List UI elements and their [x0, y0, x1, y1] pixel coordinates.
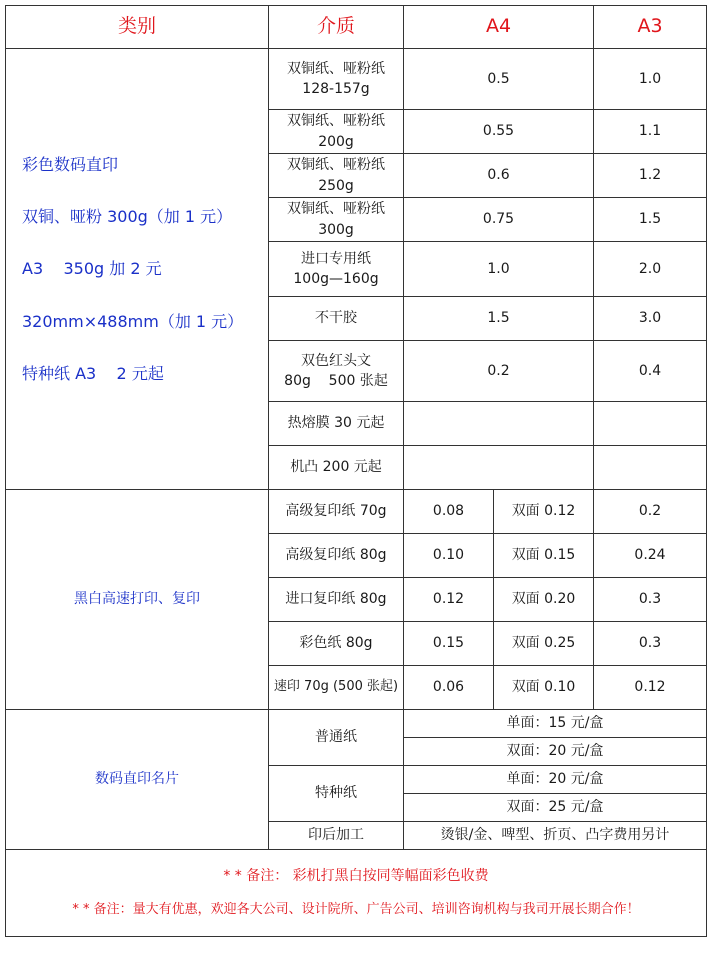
- post-processing-desc: 烫银/金、啤型、折页、凸字费用另计: [404, 822, 707, 850]
- medium-cell: [269, 242, 404, 297]
- card-price: 单面：20 元/盒: [404, 766, 707, 794]
- category-line: 双铜、哑粉 300g（加 1 元）: [22, 207, 233, 227]
- medium-line: 100g—160g: [293, 271, 379, 287]
- medium-cell: 不干胶: [269, 297, 404, 341]
- a4-price: [404, 402, 594, 446]
- header-a4: A4: [404, 6, 594, 49]
- medium-cell: 特种纸: [269, 766, 404, 822]
- a3-price: 1.5: [594, 198, 707, 242]
- a4-price: 0.5: [404, 49, 594, 110]
- table-row: [6, 710, 707, 738]
- category-line: A3 350g 加 2 元: [22, 259, 162, 279]
- medium-line: 双色红头文: [301, 352, 371, 369]
- a3-price: 1.2: [594, 154, 707, 198]
- header-a3: A3: [594, 6, 707, 49]
- a4-single-price: 0.08: [404, 490, 494, 534]
- header-medium: 介质: [269, 6, 404, 49]
- a3-price: 0.3: [594, 622, 707, 666]
- medium-line: 80g 500 张起: [284, 373, 388, 389]
- table-row: [6, 490, 707, 534]
- card-price: 单面：15 元/盒: [404, 710, 707, 738]
- card-price: 双面：25 元/盒: [404, 794, 707, 822]
- a4-single-price: 0.06: [404, 666, 494, 710]
- a4-price: 0.2: [404, 341, 594, 402]
- a3-price: 0.2: [594, 490, 707, 534]
- a3-price: 1.0: [594, 49, 707, 110]
- medium-cell: 机凸 200 元起: [269, 446, 404, 490]
- business-card-category: 数码直印名片: [6, 710, 269, 850]
- a4-single-price: 0.12: [404, 578, 494, 622]
- medium-cell: 印后加工: [269, 822, 404, 850]
- medium-cell: 进口复印纸 80g: [269, 578, 404, 622]
- notes-cell: [6, 850, 707, 937]
- a4-price: 0.75: [404, 198, 594, 242]
- a4-double-price: 双面 0.25: [494, 622, 594, 666]
- table-header-row: [6, 6, 707, 49]
- medium-cell: [269, 341, 404, 402]
- color-print-category: [6, 49, 269, 490]
- medium-cell: 速印 70g (500 张起): [269, 666, 404, 710]
- notes-row: [6, 850, 707, 937]
- header-category: 类别: [6, 6, 269, 49]
- a3-price: 3.0: [594, 297, 707, 341]
- a4-double-price: 双面 0.12: [494, 490, 594, 534]
- medium-cell: 双铜纸、哑粉纸 300g: [269, 198, 404, 242]
- a4-single-price: 0.15: [404, 622, 494, 666]
- a4-price: 1.0: [404, 242, 594, 297]
- a3-price: [594, 402, 707, 446]
- medium-cell: 普通纸: [269, 710, 404, 766]
- medium-cell: 彩色纸 80g: [269, 622, 404, 666]
- medium-cell: 高级复印纸 70g: [269, 490, 404, 534]
- bw-print-category: 黑白高速打印、复印: [6, 490, 269, 710]
- medium-line: 双铜纸、哑粉纸: [287, 60, 385, 77]
- a4-price: 0.6: [404, 154, 594, 198]
- medium-cell: 双铜纸、哑粉纸 200g: [269, 110, 404, 154]
- a4-double-price: 双面 0.10: [494, 666, 594, 710]
- category-line: 320mm×488mm（加 1 元）: [22, 311, 244, 331]
- a3-price: 1.1: [594, 110, 707, 154]
- a3-price: 0.4: [594, 341, 707, 402]
- medium-cell: 高级复印纸 80g: [269, 534, 404, 578]
- a4-price: [404, 446, 594, 490]
- a3-price: 0.12: [594, 666, 707, 710]
- a4-double-price: 双面 0.15: [494, 534, 594, 578]
- category-line: 彩色数码直印: [22, 155, 119, 175]
- note-color-bw: * * 备注： 彩机打黑白按同等幅面彩色收费: [223, 868, 489, 885]
- medium-line: 128-157g: [302, 81, 370, 97]
- medium-cell: 双铜纸、哑粉纸 250g: [269, 154, 404, 198]
- medium-cell: 热熔膜 30 元起: [269, 402, 404, 446]
- a3-price: 2.0: [594, 242, 707, 297]
- medium-line: 进口专用纸: [301, 250, 371, 267]
- card-price: 双面：20 元/盒: [404, 738, 707, 766]
- a3-price: 0.24: [594, 534, 707, 578]
- a4-single-price: 0.10: [404, 534, 494, 578]
- table-row: [6, 49, 707, 110]
- medium-cell: [269, 49, 404, 110]
- a4-price: 0.55: [404, 110, 594, 154]
- a3-price: 0.3: [594, 578, 707, 622]
- category-line: 特种纸 A3 2 元起: [22, 363, 164, 383]
- note-discount: * * 备注：量大有优惠，欢迎各大公司、设计院所、广告公司、培训咨询机构与我司开展长期合作！: [72, 901, 640, 917]
- a4-double-price: 双面 0.20: [494, 578, 594, 622]
- a4-price: 1.5: [404, 297, 594, 341]
- a3-price: [594, 446, 707, 490]
- price-table: [5, 5, 707, 937]
